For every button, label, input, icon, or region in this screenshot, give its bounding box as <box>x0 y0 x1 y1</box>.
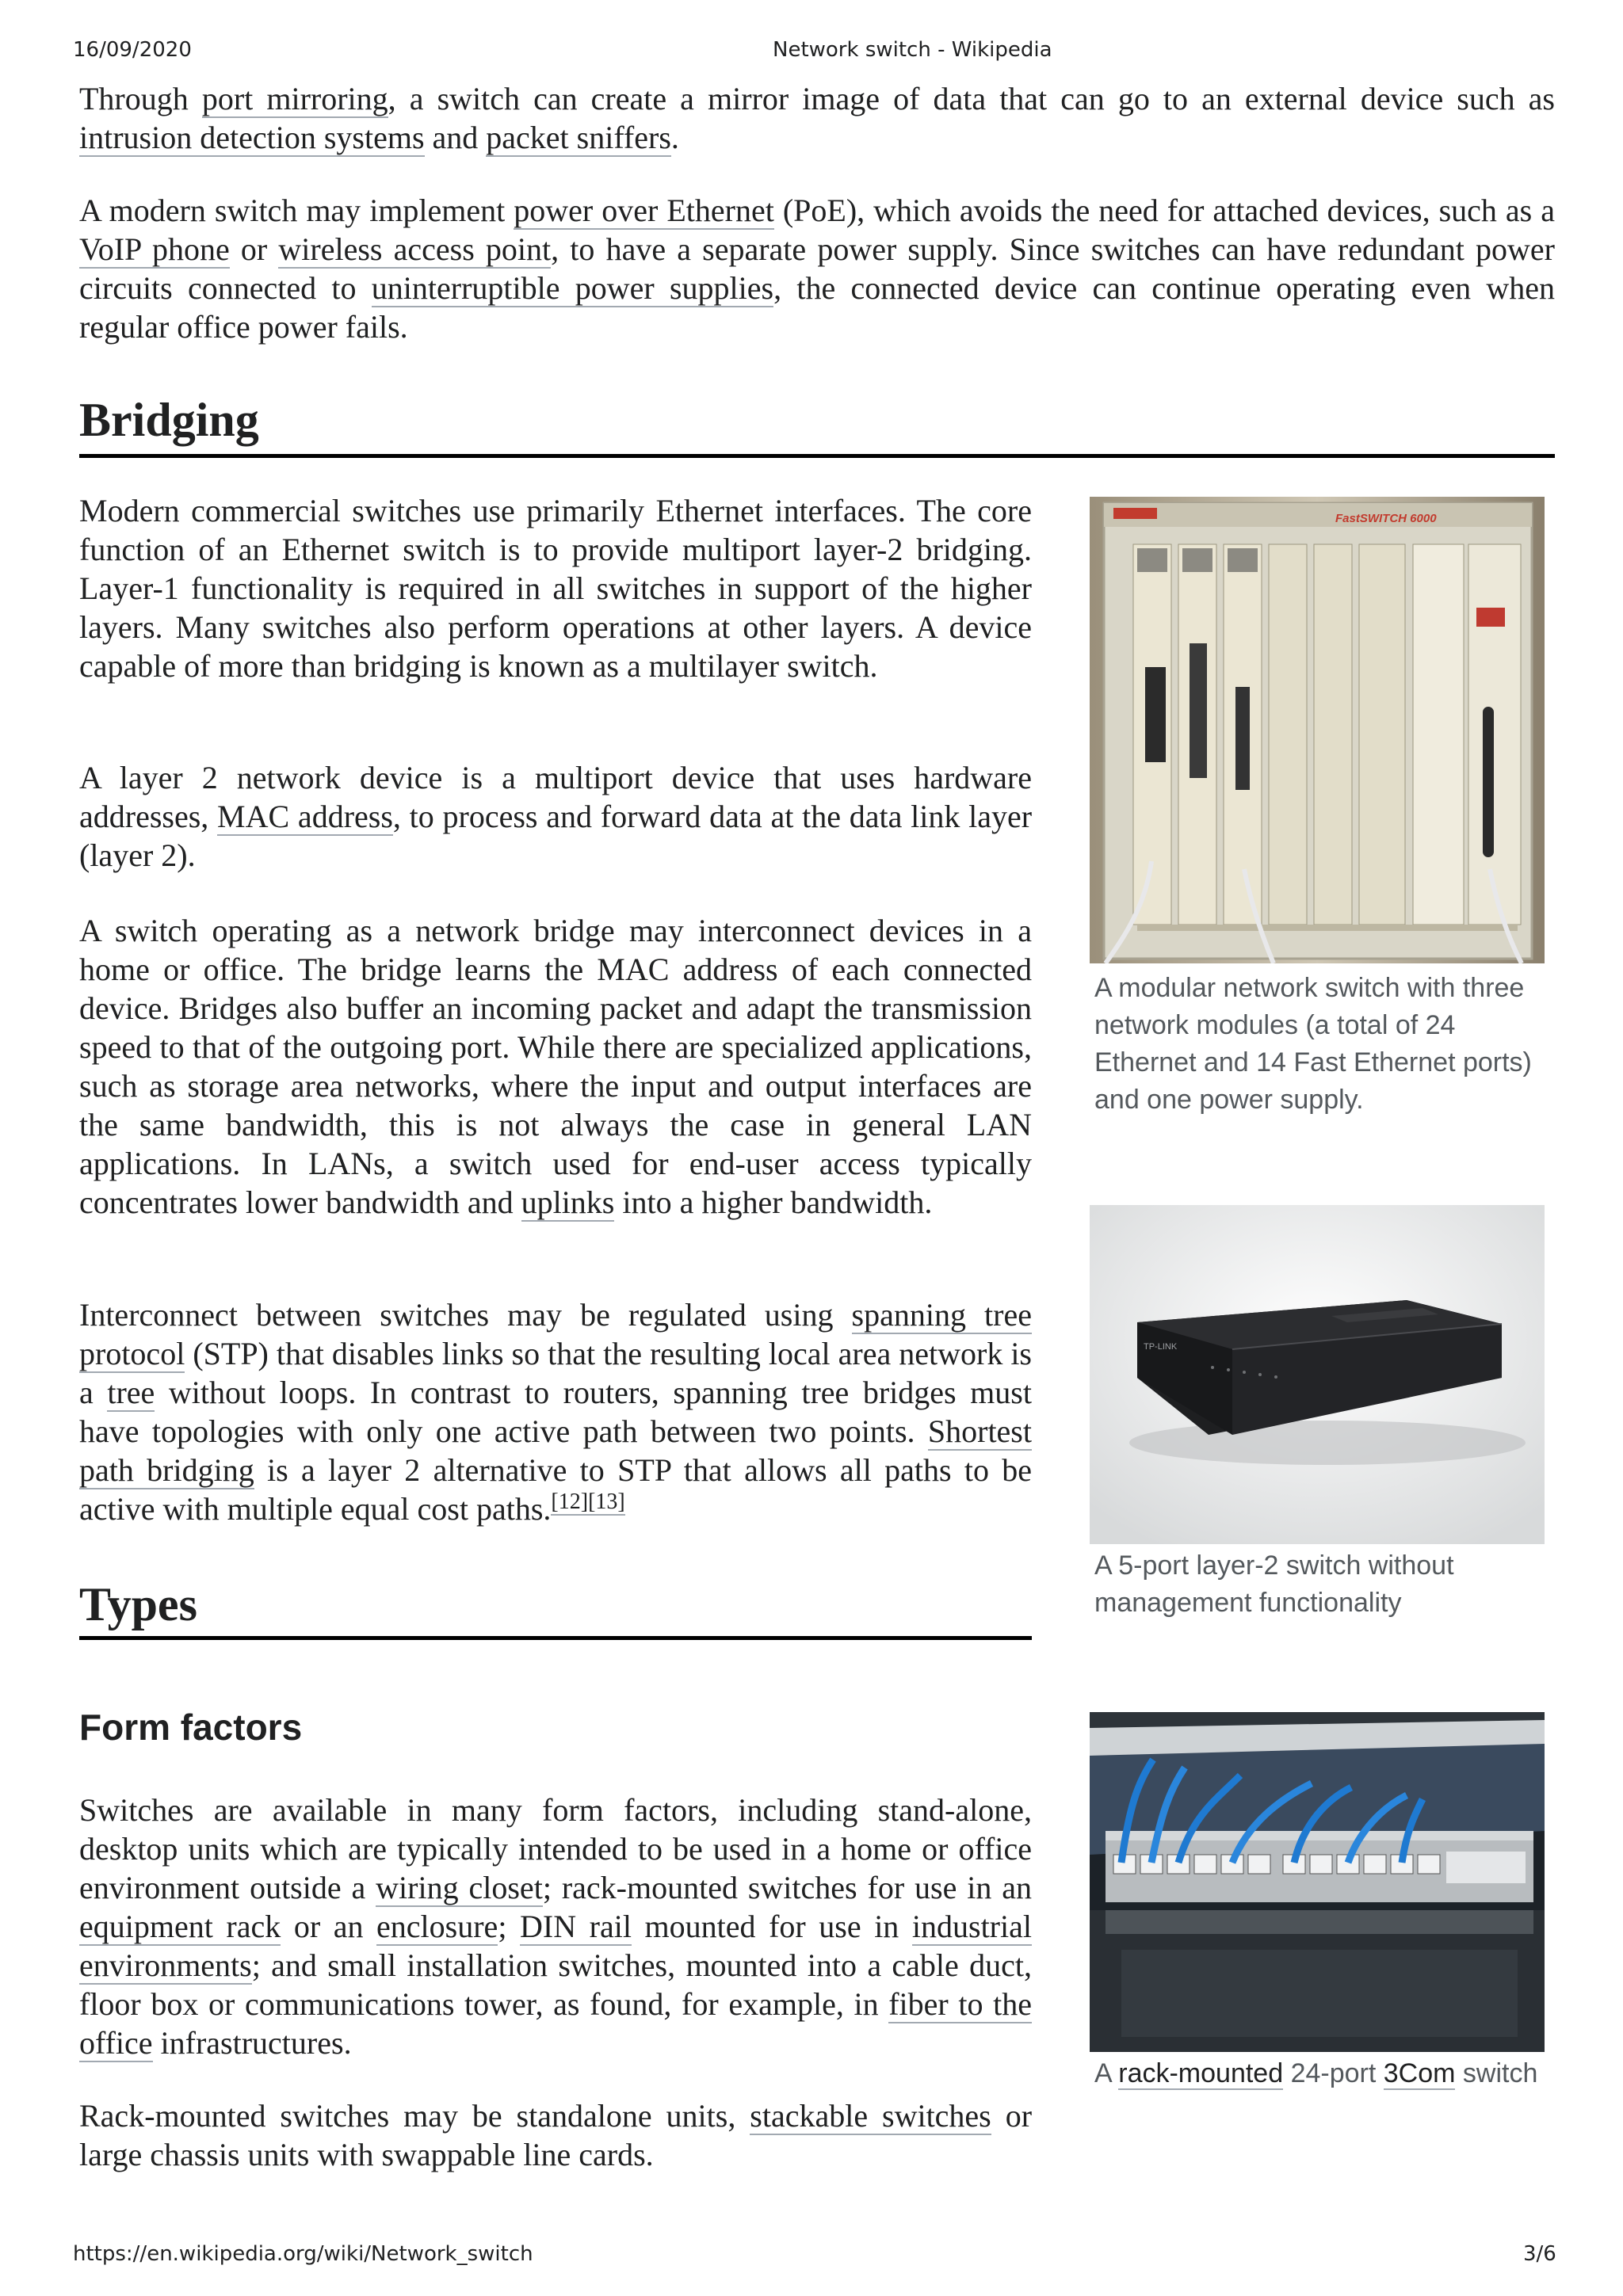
reference-12[interactable]: [12] <box>551 1489 589 1514</box>
print-url: https://en.wikipedia.org/wiki/Network_switch <box>73 2242 533 2266</box>
reference-13[interactable]: [13] <box>588 1489 625 1514</box>
brand-label: TP-LINK <box>1144 1342 1178 1352</box>
heading-form-factors: Form factors <box>79 1707 303 1748</box>
heading-rule <box>79 454 1555 458</box>
link-spanning-tree-protocol[interactable]: spanning tree protocol <box>79 1297 1032 1371</box>
bridging-paragraph-1: Modern commercial switches use primarily Ethernet interfaces. The core function of an Ethernet switch is to provide multiport layer-2 bridging. Layer-1 functionality is required in all switches in support of the higher layers. Many switches also perform operations at other layers. A device capable of more than bridging is known as a multilayer switch. <box>79 493 1032 684</box>
link-packet-sniffers[interactable]: packet sniffers <box>486 120 671 155</box>
link-uplinks[interactable]: uplinks <box>521 1184 615 1220</box>
intro-paragraph-2: A modern switch may implement power over Ethernet (PoE), which avoids the need for attached devices, such as a VoIP phone or wireless access point, to have a separate power supply. Since switches can have redundant power circuits connected to uninterruptible power supplies, the connected device can continue operating even when regular office power fails. <box>79 193 1555 345</box>
link-rack-mounted[interactable]: rack-mounted <box>1118 2058 1284 2088</box>
link-enclosure[interactable]: enclosure <box>376 1909 498 1944</box>
link-tree[interactable]: tree <box>107 1375 155 1410</box>
bridging-paragraph-3: A switch operating as a network bridge may interconnect devices in a home or office. The bridge learns the MAC address of each connected device. Bridges also buffer an incoming packet and adapt the transmission speed to that of the outgoing port. While there are specialized applications, such as storage area networks, where the input and output interfaces are the same bandwidth, this is not always the case in general LAN applications. In LANs, a switch used for end-user access typically concentrates lower bandwidth and uplinks into a higher bandwidth. <box>79 913 1032 1220</box>
link-wiring-closet[interactable]: wiring closet <box>376 1870 543 1905</box>
form-factors-paragraph-1: Switches are available in many form factors, including stand-alone, desktop units which are typically intended to be used in a home or office environment outside a wiring closet; rack-mounted switches for use in an equipment rack or an enclosure; DIN rail mounted for use in industrial environments; and small installation switches, mounted into a cable duct, floor box or communications tower, as found, for example, in fiber to the office infrastructures. <box>79 1792 1033 2061</box>
figure-modular-switch-image[interactable] <box>1090 497 1545 963</box>
link-3com[interactable]: 3Com <box>1383 2058 1456 2088</box>
print-date: 16/09/2020 <box>73 38 192 62</box>
link-wireless-access-point[interactable]: wireless access point <box>278 231 552 267</box>
heading-bridging: Bridging <box>79 394 259 446</box>
figure-5-port-switch-caption: A 5-port layer-2 switch without management functionality <box>1094 1550 1454 1618</box>
link-industrial-environments[interactable]: industrial environments <box>79 1909 1032 1983</box>
link-stackable-switches[interactable]: stackable switches <box>750 2098 991 2134</box>
form-factors-paragraph-2: Rack-mounted switches may be standalone units, stackable switches or large chassis units with swappable line cards. <box>79 2098 1033 2172</box>
figure-modular-switch-caption: A modular network switch with three network modules (a total of 24 Ethernet and 14 Fast Ethernet ports) and one power supply. <box>1094 973 1532 1115</box>
link-shortest-path-bridging[interactable]: Shortest path bridging <box>79 1413 1032 1488</box>
link-mac-address[interactable]: MAC address <box>217 799 393 834</box>
link-din-rail[interactable]: DIN rail <box>520 1909 632 1944</box>
chassis-label: FastSWITCH 6000 <box>1335 512 1437 525</box>
link-power-over-ethernet[interactable]: power over Ethernet <box>514 193 774 228</box>
link-equipment-rack[interactable]: equipment rack <box>79 1909 281 1944</box>
figure-rack-mounted-switch-image[interactable] <box>1090 1712 1545 2052</box>
figure-rack-mounted-switch-caption: A rack-mounted 24-port 3Com switch <box>1094 2058 1538 2088</box>
intro-paragraph-1: Through port mirroring, a switch can create a mirror image of data that can go to an external device such as intrusion detection systems and packet sniffers. <box>79 81 1555 155</box>
heading-types: Types <box>79 1578 197 1630</box>
heading-rule <box>79 1636 1032 1640</box>
bridging-paragraph-4: Interconnect between switches may be regulated using spanning tree protocol (STP) that disables links so that the resulting local area network is a tree without loops. In contrast to routers, spanning tree bridges must have topologies with only one active path between two points. Shortest path bridging is a layer 2 alternative to STP that allows all paths to be active with multiple equal cost paths.[12][13] <box>79 1297 1032 1527</box>
figure-5-port-switch-image[interactable] <box>1090 1205 1545 1544</box>
link-uninterruptible-power-supplies[interactable]: uninterruptible power supplies <box>371 270 774 306</box>
print-page-number: 3/6 <box>1523 2242 1556 2266</box>
link-port-mirroring[interactable]: port mirroring <box>201 81 388 116</box>
link-intrusion-detection-systems[interactable]: intrusion detection systems <box>79 120 425 155</box>
link-fiber-to-the-office[interactable]: fiber to the office <box>79 1986 1032 2061</box>
print-title: Network switch - Wikipedia <box>773 38 1052 62</box>
link-voip-phone[interactable]: VoIP phone <box>79 231 230 267</box>
bridging-paragraph-2: A layer 2 network device is a multiport device that uses hardware addresses, MAC address, to process and forward data at the data link layer (layer 2). <box>79 760 1033 873</box>
